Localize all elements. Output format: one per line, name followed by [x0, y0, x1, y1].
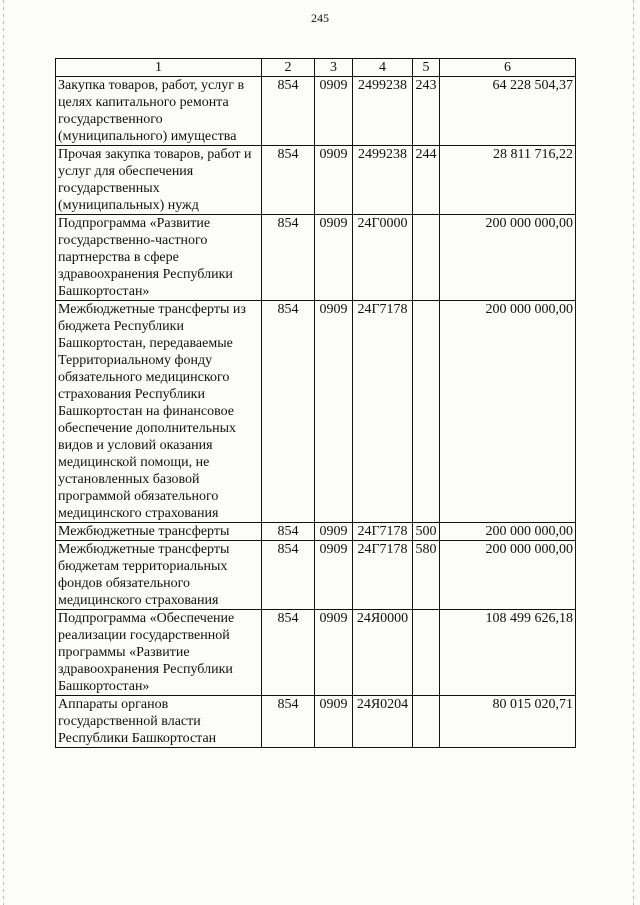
- row-amount: 200 000 000,00: [440, 541, 576, 610]
- row-ministry: 854: [262, 215, 315, 301]
- header-col-3: 3: [315, 59, 353, 77]
- row-amount: 200 000 000,00: [440, 215, 576, 301]
- table-row: [56, 696, 576, 748]
- row-name: Аппараты органов государственной власти Республики Башкортостан: [56, 696, 262, 748]
- row-name: Подпрограмма «Развитие государственно-частного партнерства в сфере здравоохранения Республики Башкортостан»: [56, 215, 262, 301]
- row-ministry: 854: [262, 541, 315, 610]
- budget-table: [55, 58, 576, 748]
- row-ministry: 854: [262, 301, 315, 523]
- table-row: [56, 146, 576, 215]
- row-target: 24Я0000: [353, 610, 413, 696]
- row-type: [413, 301, 440, 523]
- row-target: 2499238: [353, 77, 413, 146]
- row-amount: 200 000 000,00: [440, 523, 576, 541]
- row-type: [413, 215, 440, 301]
- row-target: 24Я0204: [353, 696, 413, 748]
- row-name: Межбюджетные трансферты из бюджета Республики Башкортостан, передаваемые Территориальному фонду обязательного медицинского страхования Республики Башкортостан на финансовое обеспечение дополнительных видов и условий оказания медицинской помощи, не установленных базовой программой обязательного медицинского страхования: [56, 301, 262, 523]
- row-section: 0909: [315, 146, 353, 215]
- row-ministry: 854: [262, 523, 315, 541]
- row-ministry: 854: [262, 146, 315, 215]
- row-target: 2499238: [353, 146, 413, 215]
- row-amount: 64 228 504,37: [440, 77, 576, 146]
- row-name: Прочая закупка товаров, работ и услуг для обеспечения государственных (муниципальных) нужд: [56, 146, 262, 215]
- row-section: 0909: [315, 77, 353, 146]
- table-row: [56, 523, 576, 541]
- table-row: [56, 610, 576, 696]
- row-section: 0909: [315, 301, 353, 523]
- row-amount: 80 015 020,71: [440, 696, 576, 748]
- row-name: Межбюджетные трансферты бюджетам территориальных фондов обязательного медицинского страхования: [56, 541, 262, 610]
- row-name: Подпрограмма «Обеспечение реализации государственной программы «Развитие здравоохранения Республики Башкортостан»: [56, 610, 262, 696]
- row-ministry: 854: [262, 610, 315, 696]
- row-type: 244: [413, 146, 440, 215]
- page-number: 245: [311, 11, 329, 25]
- row-amount: 108 499 626,18: [440, 610, 576, 696]
- table-row: [56, 541, 576, 610]
- row-amount: 28 811 716,22: [440, 146, 576, 215]
- table-row: [56, 215, 576, 301]
- row-amount: 200 000 000,00: [440, 301, 576, 523]
- row-name: Межбюджетные трансферты: [56, 523, 262, 541]
- table-row: [56, 301, 576, 523]
- row-section: 0909: [315, 523, 353, 541]
- row-section: 0909: [315, 215, 353, 301]
- row-target: 24Г7178: [353, 523, 413, 541]
- row-type: [413, 696, 440, 748]
- row-section: 0909: [315, 541, 353, 610]
- header-col-4: 4: [353, 59, 413, 77]
- table-row: [56, 77, 576, 146]
- row-target: 24Г0000: [353, 215, 413, 301]
- row-section: 0909: [315, 696, 353, 748]
- row-type: 243: [413, 77, 440, 146]
- row-type: [413, 610, 440, 696]
- header-col-5: 5: [413, 59, 440, 77]
- row-type: 500: [413, 523, 440, 541]
- row-target: 24Г7178: [353, 301, 413, 523]
- row-type: 580: [413, 541, 440, 610]
- row-ministry: 854: [262, 77, 315, 146]
- row-ministry: 854: [262, 696, 315, 748]
- scan-edge-left: [3, 0, 4, 905]
- row-name: Закупка товаров, работ, услуг в целях капитального ремонта государственного (муниципального) имущества: [56, 77, 262, 146]
- header-col-1: 1: [56, 59, 262, 77]
- header-col-2: 2: [262, 59, 315, 77]
- scan-edge-right: [633, 0, 634, 905]
- header-row: [56, 59, 576, 77]
- header-col-6: 6: [440, 59, 576, 77]
- row-target: 24Г7178: [353, 541, 413, 610]
- row-section: 0909: [315, 610, 353, 696]
